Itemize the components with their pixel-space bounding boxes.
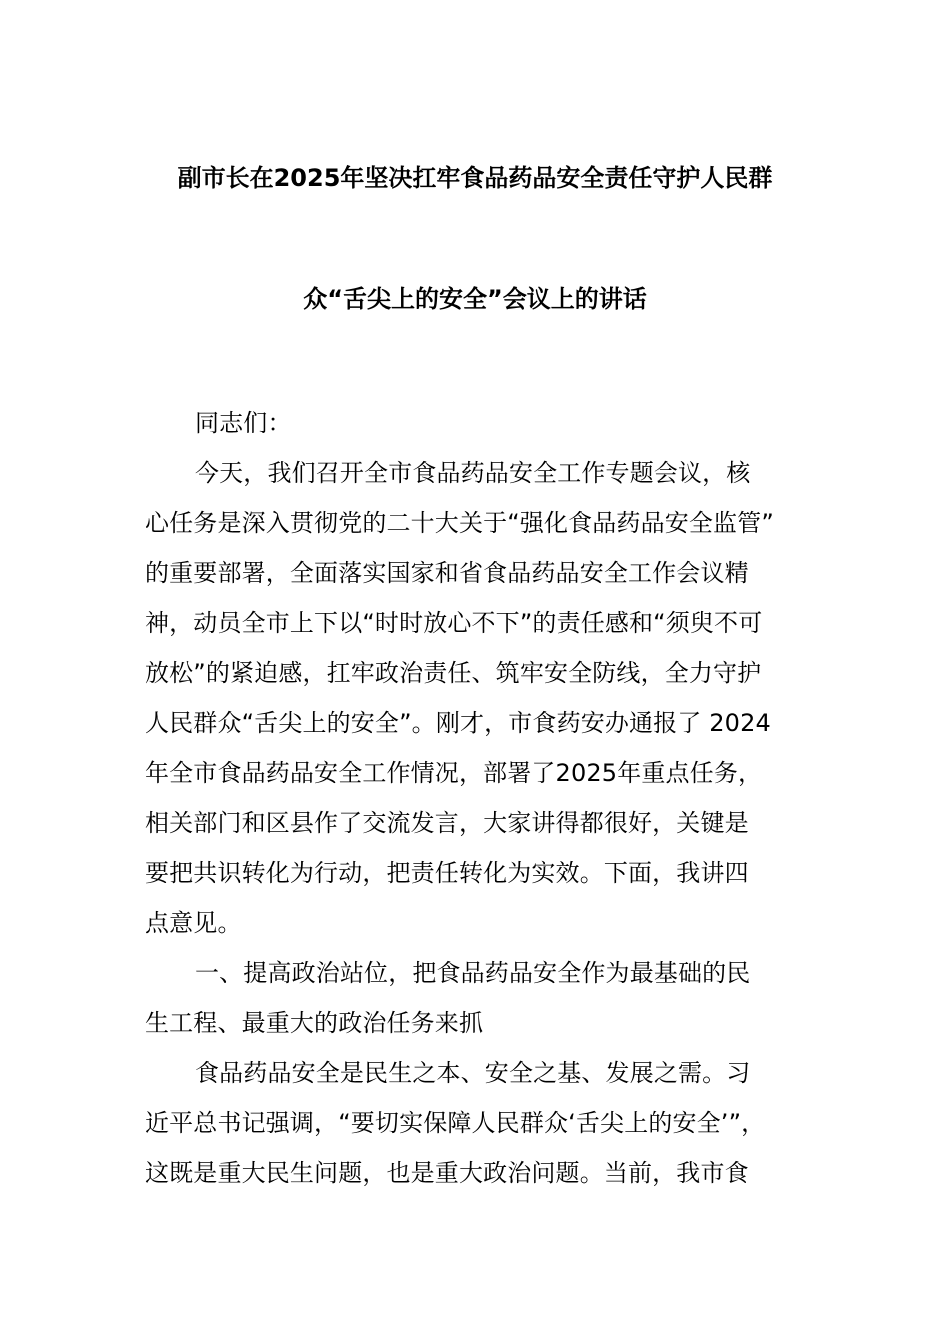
paragraph-line: 相关部门和区县作了交流发言，大家讲得都很好，关键是 bbox=[145, 809, 749, 837]
document-title-line-2: 众“舌尖上的安全”会议上的讲话 bbox=[303, 285, 647, 313]
paragraph-line: 年全市食品药品安全工作情况，部署了2025年重点任务， bbox=[145, 759, 763, 787]
paragraph-line: 点意见。 bbox=[145, 909, 242, 937]
section-heading-line: 生工程、最重大的政治任务来抓 bbox=[145, 1009, 484, 1037]
paragraph-line: 人民群众“舌尖上的安全”。刚才，市食药安办通报了 2024 bbox=[145, 709, 771, 737]
paragraph-line: 心任务是深入贯彻党的二十大关于“强化食品药品安全监管” bbox=[145, 509, 774, 537]
paragraph-line: 食品药品安全是民生之本、安全之基、发展之需。习 bbox=[195, 1059, 751, 1087]
document-title-line-1: 副市长在2025年坚决扛牢食品药品安全责任守护人民群 bbox=[177, 164, 773, 192]
document-body bbox=[145, 398, 810, 1198]
paragraph-line: 这既是重大民生问题，也是重大政治问题。当前，我市食 bbox=[145, 1159, 749, 1187]
paragraph-line: 今天，我们召开全市食品药品安全工作专题会议，核 bbox=[195, 459, 751, 487]
paragraph-line: 的重要部署，全面落实国家和省食品药品安全工作会议精 bbox=[145, 559, 749, 587]
paragraph-line: 神，动员全市上下以“时时放心不下”的责任感和“须臾不可 bbox=[145, 609, 763, 637]
paragraph-line: 近平总书记强调，“要切实保障人民群众‘舌尖上的安全’”， bbox=[145, 1109, 766, 1137]
salutation: 同志们： bbox=[195, 409, 292, 437]
section-heading-line: 一、提高政治站位，把食品药品安全作为最基础的民 bbox=[195, 959, 751, 987]
paragraph-line: 放松”的紧迫感，扛牢政治责任、筑牢安全防线，全力守护 bbox=[145, 659, 762, 687]
paragraph-line: 要把共识转化为行动，把责任转化为实效。下面，我讲四 bbox=[145, 859, 749, 887]
